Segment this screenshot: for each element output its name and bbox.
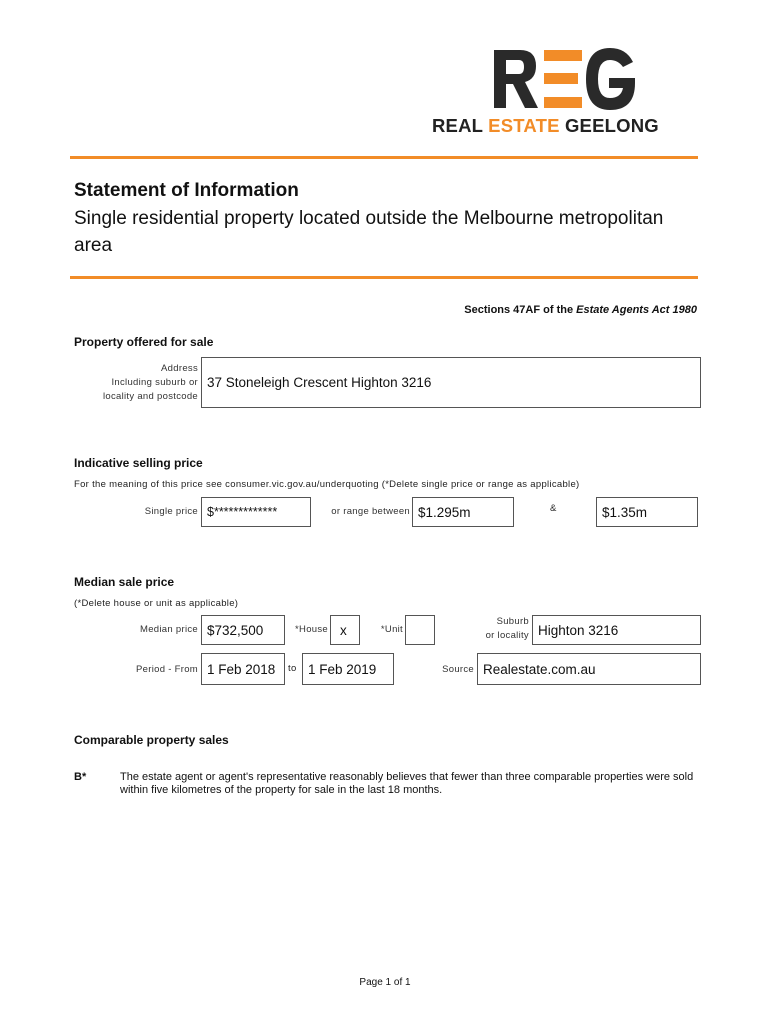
unit-checkbox[interactable] [405, 615, 435, 645]
range-label: or range between [331, 506, 410, 517]
comparable-marker: B* [74, 771, 87, 783]
period-to-field[interactable]: 1 Feb 2019 [302, 653, 394, 685]
to-label: to [288, 663, 297, 674]
single-price-label: Single price [144, 506, 198, 517]
address-field[interactable]: 37 Stoneleigh Crescent Highton 3216 [201, 357, 701, 408]
address-label: Address Including suburb or locality and postcode [102, 363, 198, 402]
median-price-field[interactable]: $732,500 [201, 615, 285, 645]
unit-label: *Unit [380, 624, 403, 635]
median-heading: Median sale price [74, 575, 175, 589]
period-label: Period - From [136, 664, 198, 675]
house-label: *House [295, 624, 328, 635]
indicative-note: For the meaning of this price see consumer.vic.gov.au/underquoting (*Delete single price or range as applicable) [74, 479, 580, 490]
brand-name: REAL ESTATE GEELONG [432, 115, 659, 136]
orange-divider [70, 156, 698, 159]
source-label: Source [442, 664, 474, 675]
reg-logo-icon [492, 48, 637, 110]
sections-reference: Sections 47AF of the Estate Agents Act 1980 [464, 304, 697, 316]
indicative-heading: Indicative selling price [74, 456, 203, 470]
page-number: Page 1 of 1 [359, 977, 411, 988]
comparable-heading: Comparable property sales [74, 733, 229, 747]
property-heading: Property offered for sale [74, 335, 214, 349]
single-price-field[interactable]: $************* [201, 497, 311, 527]
orange-divider [70, 276, 698, 279]
suburb-label: Suburb or locality [485, 616, 529, 641]
median-note: (*Delete house or unit as applicable) [74, 598, 239, 609]
range-high-field[interactable]: $1.35m [596, 497, 698, 527]
document-title: Statement of Information [74, 180, 299, 201]
house-checkbox[interactable]: x [330, 615, 360, 645]
ampersand: & [550, 503, 557, 514]
source-field[interactable]: Realestate.com.au [477, 653, 701, 685]
document-subtitle: Single residential property located outside the Melbourne metropolitan area [74, 208, 664, 256]
range-low-field[interactable]: $1.295m [412, 497, 514, 527]
suburb-field[interactable]: Highton 3216 [532, 615, 701, 645]
median-price-label: Median price [140, 624, 198, 635]
period-from-field[interactable]: 1 Feb 2018 [201, 653, 285, 685]
comparable-text: The estate agent or agent's representative reasonably believes that fewer than three comparable properties were sold within five kilometres of the property for sale in the last 18 months. [120, 771, 694, 796]
